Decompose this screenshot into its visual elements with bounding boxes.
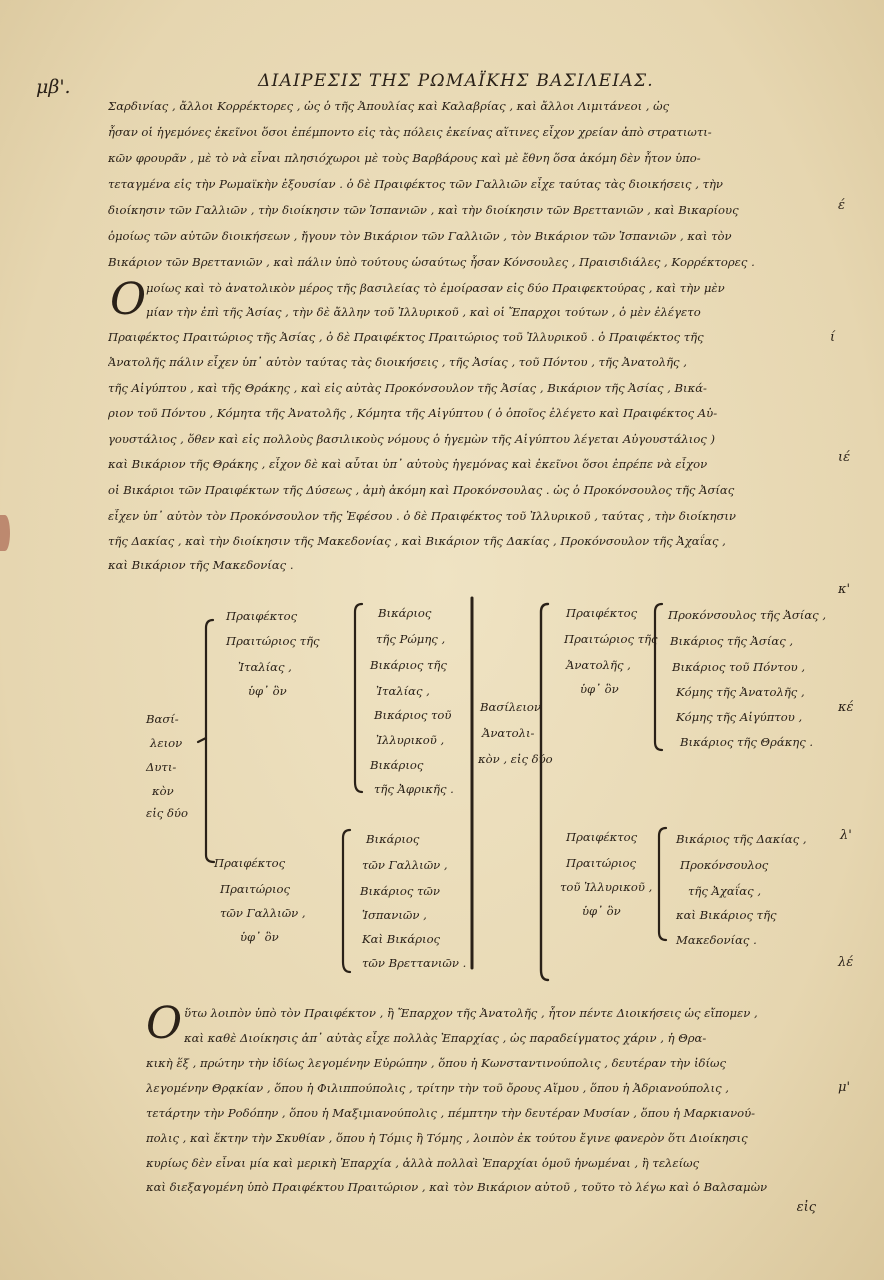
diagram-text: λειον — [150, 736, 183, 750]
text-line: πολις , καὶ ἕκτην τὴν Σκυθίαν , ὅπου ἡ Τόμις ἢ Τόμης , λοιπὸν ἐκ τούτου ἔγινε φανερὸν ὅτι Διοίκησις — [146, 1131, 748, 1145]
margin-note: λέ — [838, 955, 854, 970]
diagram-text: τῆς Ρώμης , — [376, 632, 446, 646]
diagram-text: Πραιφέκτος — [226, 609, 298, 623]
text-line: καὶ διεξαγομένη ὑπὸ Πραιφέκτου Πραιτώριον , καὶ τὸν Βικάριον αὐτοῦ , τοῦτο τὸ λέγω καὶ ὁ Βαλσαμὼν — [146, 1180, 768, 1194]
diagram-text: Ἰλλυρικοῦ , — [376, 733, 445, 747]
text-line: ἦσαν οἱ ἡγεμόνες ἐκεῖνοι ὅσοι ἐπέμποντο εἰς τὰς πόλεις ἐκείνας αἵτινες εἶχον χρείαν ἀπὸ στρατιωτι- — [108, 125, 712, 139]
text-line: μίαν τὴν ἐπὶ τῆς Ἀσίας , τὴν δὲ ἄλλην τοῦ Ἰλλυρικοῦ , καὶ οἱ Ἔπαρχοι τούτων , ὁ μὲν ἐλέγετο — [146, 305, 701, 319]
text-line: ὕτω λοιπὸν ὑπὸ τὸν Πραιφέκτον , ἢ Ἔπαρχον τῆς Ἀνατολῆς , ἦτον πέντε Διοικήσεις ὡς εἴπομεν , — [184, 1006, 758, 1020]
margin-note: κέ — [838, 700, 854, 715]
diagram-text: Βικάριος — [378, 606, 432, 620]
running-header: ΔΙΑΙΡΕΣΙΣ ΤΗΣ ΡΩΜΑΪΚΗΣ ΒΑΣΙΛΕΙΑΣ. — [258, 71, 654, 91]
diagram-text: Βασί- — [146, 712, 179, 726]
text-line: καὶ Βικάριον τῆς Θράκης , εἶχον δὲ καὶ αὗται ὑπ᾽ αὐτοὺς ἡγεμόνας καὶ ἐκεῖνοι ὅσοι ἐπρέπε νὰ εἶχον — [108, 457, 708, 471]
margin-note: ιέ — [838, 450, 851, 465]
diagram-text: Δυτι- — [146, 760, 177, 774]
diagram-text: τοῦ Ἰλλυρικοῦ , — [560, 880, 653, 894]
text-line: καὶ Βικάριον τῆς Μακεδονίας . — [108, 558, 294, 572]
text-line: διοίκησιν τῶν Γαλλιῶν , τὴν διοίκησιν τῶν Ἱσπανιῶν , καὶ τὴν διοίκησιν τῶν Βρεττανιῶν , καὶ Βικαρίους — [108, 203, 739, 217]
diagram-text: κὸν — [152, 784, 174, 798]
diagram-text: Ἀνατολι- — [482, 726, 535, 740]
diagram-text: Προκόνσουλος τῆς Ἀσίας , — [668, 608, 827, 622]
diagram-text: Πραιτώριος — [220, 882, 291, 896]
diagram-text: τῆς Ἀχαΐας , — [688, 884, 762, 898]
diagram-text: Πραιτώριος — [566, 856, 637, 870]
diagram-text: Βικάριος τῶν — [360, 884, 440, 898]
text-line: κυρίως δὲν εἶναι μία καὶ μερικὴ Ἐπαρχία , ἀλλὰ πολλαὶ Ἐπαρχίαι ὁμοῦ ἡνωμέναι , ἢ τελείως — [146, 1156, 700, 1170]
diagram-text: Ἀνατολῆς , — [566, 658, 631, 672]
diagram-text: Ἰταλίας , — [238, 660, 292, 674]
diagram-text: ὑφ᾽ ὃν — [582, 904, 621, 918]
text-line: οἱ Βικάριοι τῶν Πραιφέκτων τῆς Δύσεως , ἀμὴ ἀκόμη καὶ Προκόνσουλας . ὡς ὁ Προκόνσουλος τῆς Ἀσίας — [108, 483, 735, 497]
text-line: Πραιφέκτος Πραιτώριος τῆς Ἀσίας , ὁ δὲ Πραιφέκτος Πραιτώριος τοῦ Ἰλλυρικοῦ . ὁ Πραιφέκτος τῆς — [108, 330, 704, 344]
diagram-text: Βικάριος τῆς — [370, 658, 447, 672]
diagram-text: Καὶ Βικάριος — [362, 932, 441, 946]
margin-note: μ' — [838, 1080, 851, 1095]
diagram-text: Πραιφέκτος — [214, 856, 286, 870]
diagram-text: Βικάριος τῆς Δακίας , — [676, 832, 807, 846]
text-line: λεγομένην Θρᾳκίαν , ὅπου ἡ Φιλιππούπολις , τρίτην τὴν τοῦ ὄρους Αἵμου , ὅπου ἡ Ἀδριανούπολις , — [146, 1081, 729, 1095]
diagram-text: εἰς δύο — [146, 806, 188, 820]
text-line: Βικάριον τῶν Βρεττανιῶν , καὶ πάλιν ὑπὸ τούτους ὡσαύτως ἦσαν Κόνσουλες , Πραισιδιάλες , Κορρέκτορες . — [108, 255, 755, 269]
text-line: εἶχεν ὑπ᾽ αὐτὸν τὸν Προκόνσουλον τῆς Ἐφέσου . ὁ δὲ Πραιφέκτος τοῦ Ἰλλυρικοῦ , ταύτας , τὴν διοίκησιν — [108, 509, 736, 523]
text-line: ὁμοίως τῶν αὐτῶν διοικήσεων , ἤγουν τὸν Βικάριον τῶν Γαλλιῶν , τὸν Βικάριον τῶν Ἱσπανιῶν , καὶ τὸν — [108, 229, 732, 243]
diagram-text: Ἰταλίας , — [376, 684, 430, 698]
text-line: κῶν φρουρᾶν , μὲ τὸ νὰ εἶναι πλησιόχωροι μὲ τοὺς Βαρβάρους καὶ μὲ ἔθνη ὅσα ἀκόμη δὲν ἦτον ὑπο- — [108, 151, 701, 165]
diagram-text: τῆς Ἀφρικῆς . — [374, 782, 454, 796]
diagram-text: τῶν Γαλλιῶν , — [220, 906, 306, 920]
diagram-text: Πραιφέκτος — [566, 606, 638, 620]
text-line: κικὴ ἕξ , πρώτην τὴν ἰδίως λεγομένην Εὐρώπην , ὅπου ἡ Κωνσταντινούπολις , δευτέραν τὴν ἰδίως — [146, 1056, 727, 1070]
diagram-text: τῶν Βρεττανιῶν . — [362, 956, 467, 970]
diagram-text: Βικάριος τῆς Ἀσίας , — [670, 634, 794, 648]
text-line: ριον τοῦ Πόντου , Κόμητα τῆς Ἀνατολῆς , Κόμητα τῆς Αἰγύπτου ( ὁ ὁποῖος ἐλέγετο καὶ Πραιφέκτος Αὐ- — [108, 406, 718, 420]
diagram-text: ὑφ᾽ ὃν — [580, 682, 619, 696]
margin-note: λ' — [840, 828, 852, 843]
margin-note: κ' — [838, 582, 851, 597]
folio-number: μβ'. — [36, 76, 71, 98]
text-line: τετάρτην τὴν Ροδόπην , ὅπου ἡ Μαξιμιανούπολις , πέμπτην τὴν δευτέραν Μυσίαν , ὅπου ἡ Μαρκιανού- — [146, 1106, 756, 1120]
drop-capital: Ο — [146, 998, 183, 1049]
diagram-text: Βικάριος τῆς Θράκης . — [680, 735, 814, 749]
text-line: τῆς Αἰγύπτου , καὶ τῆς Θράκης , καὶ εἰς αὐτὰς Προκόνσουλον τῆς Ἀσίας , Βικάριον τῆς Ἀσίας , Βικά- — [108, 381, 707, 395]
diagram-text: Βασίλειον — [480, 700, 541, 714]
text-line: μοίως καὶ τὸ ἀνατολικὸν μέρος τῆς βασιλείας τὸ ἐμοίρασαν εἰς δύο Πραιφεκτούρας , καὶ τὴν μὲν — [146, 281, 725, 295]
diagram-text: Προκόνσουλος — [680, 858, 769, 872]
diagram-text: ὑφ᾽ ὃν — [240, 930, 279, 944]
diagram-text: Πραιτώριος τῆς — [564, 632, 658, 646]
diagram-text: Κόμης τῆς Αἰγύπτου , — [676, 710, 803, 724]
text-line: Σαρδινίας , ἄλλοι Κορρέκτορες , ὡς ὁ τῆς Ἀπουλίας καὶ Καλαβρίας , καὶ ἄλλοι Λιμιτάνεοι , ὡς — [108, 99, 670, 113]
diagram-text: ὑφ᾽ ὃν — [248, 684, 287, 698]
diagram-text: Πραιφέκτος — [566, 830, 638, 844]
margin-note: ί — [830, 330, 836, 345]
text-line: καὶ καθὲ Διοίκησις ἀπ᾽ αὐτὰς εἶχε πολλὰς Ἐπαρχίας , ὡς παραδείγματος χάριν , ἡ Θρα- — [184, 1031, 707, 1045]
diagram-text: Βικάριος τοῦ Πόντου , — [672, 660, 806, 674]
text-line: γουστάλιος , ὅθεν καὶ εἰς πολλοὺς βασιλικοὺς νόμους ὁ ἡγεμὼν τῆς Αἰγύπτου λέγεται Αὐγουστάλιος ) — [108, 432, 715, 446]
diagram-text: καὶ Βικάριος τῆς — [676, 908, 777, 922]
diagram-text: τῶν Γαλλιῶν , — [362, 858, 448, 872]
diagram-text: Βικάριος τοῦ — [374, 708, 452, 722]
diagram-text: κὸν , εἰς δύο — [478, 752, 553, 766]
diagram-text: Πραιτώριος τῆς — [226, 634, 320, 648]
text-line: τῆς Δακίας , καὶ τὴν διοίκησιν τῆς Μακεδονίας , καὶ Βικάριον τῆς Δακίας , Προκόνσουλον τῆς Ἀχαΐας , — [108, 534, 726, 548]
diagram-text: Βικάριος — [366, 832, 420, 846]
diagram-text: Ἱσπανιῶν , — [362, 908, 427, 922]
margin-note: έ — [838, 198, 845, 213]
diagram-text: Μακεδονίας . — [676, 933, 757, 947]
text-line: Ἀνατολῆς πάλιν εἶχεν ὑπ᾽ αὐτὸν ταύτας τὰς διοικήσεις , τῆς Ἀσίας , τοῦ Πόντου , τῆς Ἀνατολῆς , — [108, 355, 687, 369]
diagram-text: Βικάριος — [370, 758, 424, 772]
text-line: τεταγμένα εἰς τὴν Ρωμαϊκὴν ἐξουσίαν . ὁ δὲ Πραιφέκτος τῶν Γαλλιῶν εἶχε ταύτας τὰς διοικήσεις , τὴν — [108, 177, 723, 191]
catchword: εἰς — [796, 1200, 816, 1215]
diagram-text: Κόμης τῆς Ἀνατολῆς , — [676, 685, 805, 699]
drop-capital: Ο — [110, 274, 147, 325]
